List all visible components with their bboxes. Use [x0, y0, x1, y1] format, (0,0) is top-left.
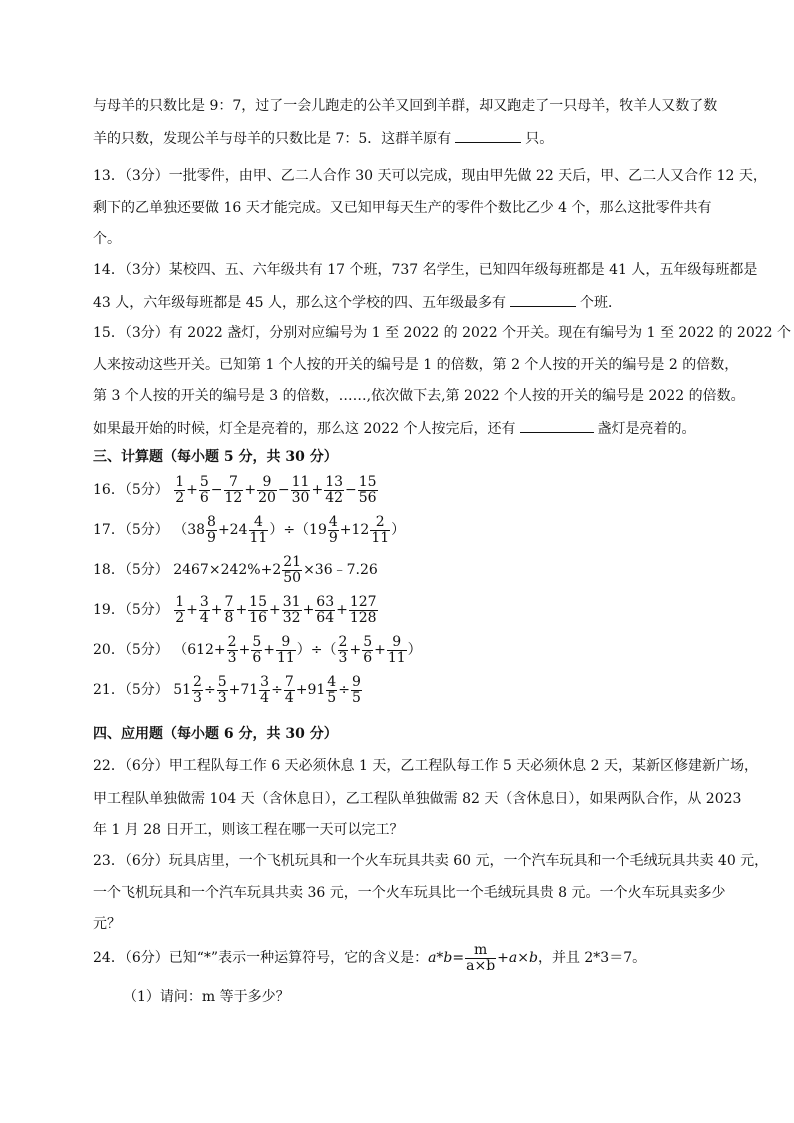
fraction: $\frac{4}{11}$ — [249, 513, 268, 546]
q24-sub1: （1）请问：m 等于多少？ — [123, 989, 290, 1005]
fraction: $\frac{5}{3}$ — [217, 673, 227, 706]
fraction: $\frac{2}{3}$ — [193, 673, 202, 706]
fraction: $\frac{15}{16}$ — [249, 593, 267, 626]
fraction: $\frac{2}{11}$ — [371, 513, 390, 546]
q13-line1: 13．（3分）一批零件，由甲、乙二人合作 30 天可以完成，现由甲先做 22 天后，甲、乙二人又合作 12 天， — [93, 168, 767, 184]
fraction: $\frac{1}{2}$ — [175, 473, 185, 506]
q18: 18．（5分） 2467×242%+2 $\frac{21}{50}$ ×36﹣7.26 — [93, 553, 378, 586]
q22-line1: 22．（6分）甲工程队每工作 6 天必须休息 1 天，乙工程队每工作 5 天必须休息 2 天，某新区修建新广场， — [93, 758, 758, 774]
q12-line1: 与母羊的只数比是 9：7，过了一会儿跑走的公羊又回到羊群，却又跑走了一只母羊，牧羊人又数了数 — [93, 98, 718, 114]
answer-blank[interactable] — [510, 292, 576, 307]
fraction: $\frac{m}{a\times b}$ — [466, 941, 496, 974]
fraction: $\frac{2}{3}$ — [338, 633, 348, 666]
q24: 24．（6分）已知“*”表示一种运算符号，它的含义是：a*b= $\frac{m}{a\times b}$ +a×b，并且 2*3＝7。 — [93, 941, 647, 974]
q19: 19．（5分） $\frac{1}{2}$ + $\frac{3}{4}$ + $\frac{7}{8}$ + $\frac{15}{16}$ + $\frac{31}{32}$ + $\frac{63}{64}$ + $\frac{127}{128}$ — [93, 593, 377, 626]
fraction: $\frac{4}{9}$ — [328, 513, 338, 546]
q15-line1: 15．（3分）有 2022 盏灯，分别对应编号为 1 至 2022 的 2022 个开关。现在有编号为 1 至 2022 的 2022 个 — [93, 325, 792, 341]
q16: 16．（5分） $\frac{1}{2}$ + $\frac{5}{6}$ − $\frac{7}{12}$ + $\frac{9}{20}$ − $\frac{11}{30}$ + $\frac{13}{42}$ − $\frac{15}{56}$ — [93, 473, 377, 506]
fraction: $\frac{3}{4}$ — [260, 673, 270, 706]
q12-line2: 羊的只数，发现公羊与母羊的只数比是 7：5．这群羊原有 只。 — [93, 128, 553, 149]
q23-line1: 23．（6分）玩具店里，一个飞机玩具和一个火车玩具共卖 60 元，一个汽车玩具和一个毛绒玩具共卖 40 元， — [93, 853, 769, 869]
fraction: $\frac{8}{9}$ — [207, 513, 216, 546]
fraction: $\frac{1}{2}$ — [175, 593, 185, 626]
q23-line2: 一个飞机玩具和一个汽车玩具共卖 36 元，一个火车玩具比一个毛绒玩具贵 8 元。一个火车玩具卖多少 — [93, 885, 726, 901]
q15-line4: 如果最开始的时候，灯全是亮着的，那么这 2022 个人按完后，还有 盏灯是亮着的。 — [93, 418, 696, 439]
fraction: $\frac{5}{6}$ — [199, 473, 209, 506]
section-3-heading: 三、计算题（每小题 5 分，共 30 分） — [93, 449, 338, 465]
fraction: $\frac{9}{5}$ — [351, 673, 361, 706]
fraction: $\frac{2}{3}$ — [227, 633, 237, 666]
fraction: $\frac{63}{64}$ — [316, 593, 335, 626]
q20: 20．（5分） （612+ $\frac{2}{3}$ + $\frac{5}{6}$ + $\frac{9}{11}$ ）÷（ $\frac{2}{3}$ + $\frac{5}{6}$ + $\frac{9}{11}$ ） — [93, 633, 422, 666]
fraction: $\frac{7}{8}$ — [224, 593, 234, 626]
q14-line1: 14．（3分）某校四、五、六年级共有 17 个班，737 名学生，已知四年级每班都是 41 人，五年级每班都是 — [93, 262, 758, 278]
fraction: $\frac{127}{128}$ — [349, 593, 377, 626]
fraction: $\frac{5}{6}$ — [252, 633, 262, 666]
fraction: $\frac{15}{56}$ — [358, 473, 377, 506]
q21: 21．（5分） 51 $\frac{2}{3}$ ÷ $\frac{5}{3}$ +71 $\frac{3}{4}$ ÷ $\frac{7}{4}$ +91 $\frac{4}{5}$ ÷ $\frac{9}{5}$ — [93, 673, 361, 706]
q23-line3: 元？ — [93, 916, 121, 932]
fraction: $\frac{3}{4}$ — [199, 593, 209, 626]
q22-line3: 年 1 月 28 日开工，则该工程在哪一天可以完工？ — [93, 822, 404, 838]
fraction: $\frac{13}{42}$ — [325, 473, 344, 506]
q13-line3: 个。 — [93, 231, 121, 247]
fraction: $\frac{21}{50}$ — [283, 553, 302, 586]
fraction: $\frac{31}{32}$ — [282, 593, 301, 626]
fraction: $\frac{5}{6}$ — [363, 633, 373, 666]
q15-line2: 人来按动这些开关。已知第 1 个人按的开关的编号是 1 的倍数，第 2 个人按的开关的编号是 2 的倍数， — [93, 357, 739, 373]
fraction: $\frac{11}{30}$ — [291, 473, 310, 506]
q17: 17．（5分） （38 $\frac{8}{9}$ +24 $\frac{4}{11}$ ）÷（19 $\frac{4}{9}$ +12 $\frac{2}{11}$ ） — [93, 513, 406, 546]
fraction: $\frac{9}{20}$ — [258, 473, 276, 506]
fraction: $\frac{4}{5}$ — [327, 673, 337, 706]
fraction: $\frac{7}{4}$ — [284, 673, 294, 706]
q15-line3: 第 3 个人按的开关的编号是 3 的倍数，……,依次做下去,第 2022 个人按的开关的编号是 2022 的倍数。 — [93, 388, 745, 404]
q13-line2: 剩下的乙单独还要做 16 天才能完成。又已知甲每天生产的零件个数比乙少 4 个，那么这批零件共有 — [93, 200, 712, 216]
answer-blank[interactable] — [520, 418, 594, 433]
fraction: $\frac{9}{11}$ — [387, 633, 406, 666]
answer-blank[interactable] — [455, 128, 521, 143]
section-4-heading: 四、应用题（每小题 6 分，共 30 分） — [93, 726, 338, 742]
q22-line2: 甲工程队单独做需 104 天（含休息日），乙工程队单独做需 82 天（含休息日），如果两队合作，从 2023 — [93, 791, 742, 807]
fraction: $\frac{7}{12}$ — [224, 473, 243, 506]
fraction: $\frac{9}{11}$ — [276, 633, 295, 666]
q14-line2: 43 人，六年级每班都是 45 人，那么这个学校的四、五年级最多有 个班． — [93, 292, 622, 313]
